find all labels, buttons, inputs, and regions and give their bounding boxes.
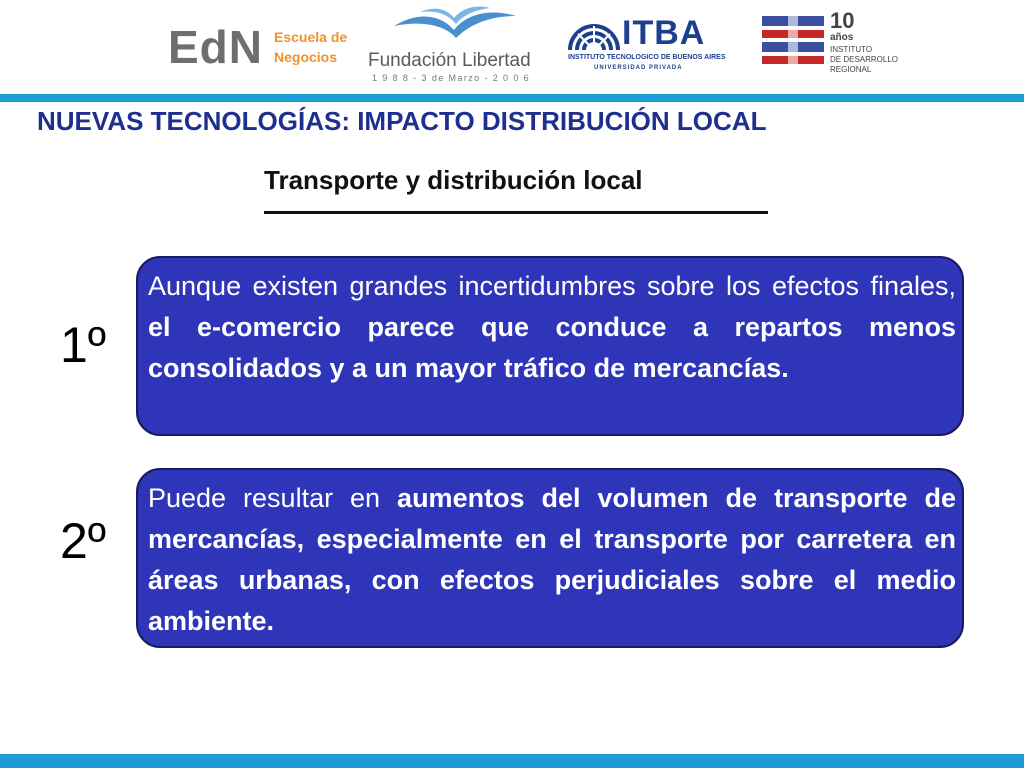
itba-name: ITBA — [622, 14, 706, 52]
itba-emblem-icon — [568, 20, 620, 52]
slide-title: NUEVAS TECNOLOGÍAS: IMPACTO DISTRIBUCIÓN LOCAL — [37, 106, 767, 136]
edn-logo-mark: EdN — [168, 21, 263, 73]
fundacion-libertad-logo — [368, 4, 548, 88]
edn-logo-line1: Escuela de — [274, 29, 348, 45]
idr-years-number: 10 — [830, 8, 855, 33]
fundacion-name: Fundación Libertad — [368, 50, 531, 71]
point-2-bold-text: aumentos del volumen de transporte de mercancías, especialmente en el transporte por carretera en áreas urbanas, con efectos perjudiciales sobre el medio ambiente. — [148, 483, 956, 636]
idr-line2: DE DESARROLLO — [830, 55, 899, 64]
slide-subtitle: Transporte y distribución local — [264, 165, 643, 195]
idr-logo — [760, 8, 910, 80]
idr-flag-icon — [760, 12, 826, 76]
point-1-text: Aunque existen grandes incertidumbres sobre los efectos finales, — [148, 271, 956, 301]
point-1-bold-text: el e-comercio parece que conduce a repartos menos consolidados y a un mayor tráfico de mercancías. — [148, 312, 956, 383]
itba-tagline: UNIVERSIDAD PRIVADA — [594, 65, 683, 71]
point-box-1 — [136, 256, 964, 436]
logo-header — [0, 0, 1024, 94]
footer-accent-bar — [0, 754, 1024, 768]
birds-icon — [390, 4, 520, 48]
idr-line3: REGIONAL — [830, 65, 872, 74]
fundacion-dates: 1 9 8 8 - 3 de Marzo - 2 0 0 6 — [372, 73, 531, 83]
point-2-text: Puede resultar en — [148, 483, 398, 513]
itba-logo — [566, 14, 748, 76]
edn-logo-line2: Negocios — [274, 49, 338, 65]
header-accent-bar — [0, 94, 1024, 102]
idr-line1: INSTITUTO — [830, 45, 873, 54]
idr-years-label: años — [830, 32, 854, 43]
subtitle-underline — [264, 211, 768, 214]
edn-logo — [168, 18, 358, 78]
point-number-1: 1º — [60, 317, 107, 373]
itba-full-name: INSTITUTO TECNOLOGICO DE BUENOS AIRES — [568, 54, 726, 61]
point-box-2 — [136, 468, 964, 648]
point-number-2: 2º — [60, 513, 107, 569]
